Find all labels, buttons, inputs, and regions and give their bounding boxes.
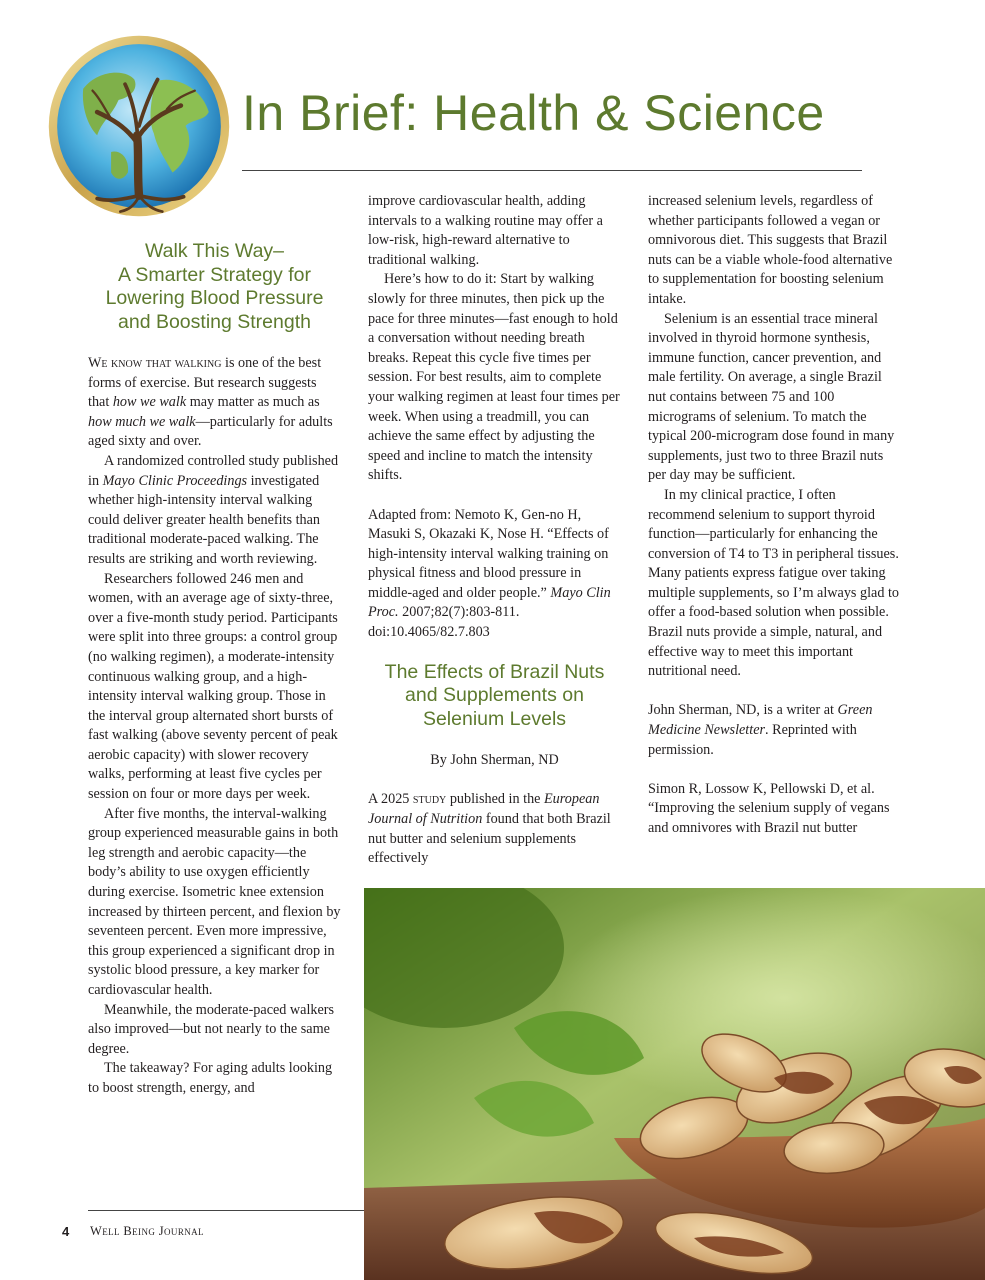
emphasis: how much we walk (88, 413, 196, 430)
heading-line: Walk This Way– (144, 240, 285, 262)
heading-line: Lowering Blood Pressure (105, 287, 324, 309)
text: 2007;82(7):803-811. doi:10.4065/82.7.803 (368, 604, 520, 641)
text: A randomized controlled study published in (88, 452, 339, 489)
paragraph: Meanwhile, the moderate-paced walkers also improved—but not nearly to the same degree. (88, 1001, 335, 1057)
text: is one of the best forms of exercise. But research suggests that (88, 355, 322, 411)
text: . Reprinted with permission. (648, 722, 857, 758)
text: investigated whether high-intensity interval walking could deliver greater health benefits than traditional moderate-paced walking. The results are striking and worth reviewing. (88, 472, 321, 567)
emphasis: Green Medicine Newsletter (648, 702, 873, 739)
column-3 (648, 192, 901, 839)
lead-in: We know that walking (88, 355, 222, 371)
journal-title: Mayo Clinic Proceedings (102, 472, 248, 489)
text: —particularly for adults aged sixty and over. (88, 413, 333, 450)
text: found that both Brazil nut butter and selenium supplements effectively (368, 810, 611, 867)
paragraph: Selenium is an essential trace mineral involved in thyroid hormone synthesis, immune function, cancer prevention, and male fertility. On average, a single Brazil nut contains between 75 and 100 micrograms of selenium. To match the typical 200-microgram dose found in many supplements, just two to three Brazil nuts per day may be sufficient. (648, 310, 895, 484)
paragraph: Here’s how to do it: Start by walking slowly for three minutes, then pick up the pace for three minutes—fast enough to hold a conversation without needing breath breaks. Repeat this cycle five times per session. For best results, aim to complete your walking regimen at least four times per week. When using a treadmill, you can achieve the same effect by adjusting the speed and incline to match the intensity shifts. (368, 271, 620, 484)
page-title: In Brief: Health & Science (242, 85, 825, 141)
page-number: 4 (62, 1224, 70, 1239)
paragraph: In my clinical practice, I often recommend selenium to support thyroid function—particularly for enhancing the conversion of T4 to T3 in peripheral tissues. Many patients express fatigue over taking multiple supplements, so I’m always glad to offer a food-based solution when possible. Brazil nuts provide a simple, natural, and effective way to meet this important nutritional need. (648, 486, 900, 680)
column-1 (88, 240, 341, 1099)
heading-line: Selenium Levels (422, 707, 567, 730)
article1-heading (88, 240, 341, 334)
footer-divider (88, 1210, 364, 1211)
author-bio (648, 701, 901, 760)
journal-title: European Journal of Nutrition (368, 791, 600, 827)
paragraph: After five months, the interval-walking group experienced measurable gains in both leg strength and aerobic capacity—the body’s ability to use oxygen efficiently during exercise. Isometric knee extension increased by thirteen percent, and flexion by seventeen percent. Even more impressive, this group experienced a significant drop in systolic blood pressure, a key marker for cardiovascular health. (88, 805, 341, 998)
text: Adapted from: Nemoto K, Gen-no H, Masuki S, Okazaki K, Nose H. “Effects of high-intensity interval walking training on physical fitness and blood pressure in middle-aged and older people.” (368, 506, 609, 601)
heading-line: A Smarter Strategy for (118, 263, 311, 286)
paragraph: increased selenium levels, regardless of whether participants followed a vegan or omnivorous diet. This suggests that Brazil nuts can be a viable whole-food alternative to supplementation for boosting selenium intake. (648, 193, 893, 307)
reference: Simon R, Lossow K, Pellowski D, et al. “Improving the selenium supply of vegans and omnivores with Brazil nut butter (648, 780, 890, 836)
column-2 (368, 192, 621, 869)
byline: By John Sherman, ND (430, 752, 559, 769)
paragraph (368, 790, 621, 868)
journal-name: Well Being Journal (90, 1224, 204, 1238)
paragraph: The takeaway? For aging adults looking to boost strength, energy, and (88, 1060, 333, 1096)
emphasis: how we walk (112, 394, 187, 411)
title-divider (242, 170, 862, 171)
globe-tree-icon (46, 33, 232, 219)
heading-line: and Boosting Strength (118, 310, 311, 333)
text: published in the (446, 791, 545, 808)
text: may matter as much as (186, 394, 320, 411)
lead-in: A 2025 study (368, 791, 447, 808)
emphasis: Mayo Clin Proc. (368, 584, 611, 621)
paragraph (88, 452, 341, 570)
paragraph: improve cardiovascular health, adding intervals to a walking routine may offer a low-risk, high-reward alternative to traditional walking. (368, 193, 603, 268)
paragraph (88, 354, 341, 452)
source-citation (368, 506, 621, 643)
article2-heading (368, 661, 621, 732)
heading-line: and Supplements on (405, 684, 584, 707)
text: John Sherman, ND, is a writer at (648, 702, 838, 719)
paragraph: Researchers followed 246 men and women, with an average age of sixty-three, over a five-month study period. Participants were split into three groups: a control group (no walking regimen), a moderate-intensity continuous walking group, and a high-intensity interval walking group. Those in the interval group alternated short bursts of fast walking (above seventy percent of peak aerobic capacity) with slower recovery walks, performing at least five cycles per session on four or more days per week. (88, 570, 338, 803)
heading-line: The Effects of Brazil Nuts (384, 660, 605, 683)
brazil-nuts-bowl-photo (364, 888, 985, 1280)
